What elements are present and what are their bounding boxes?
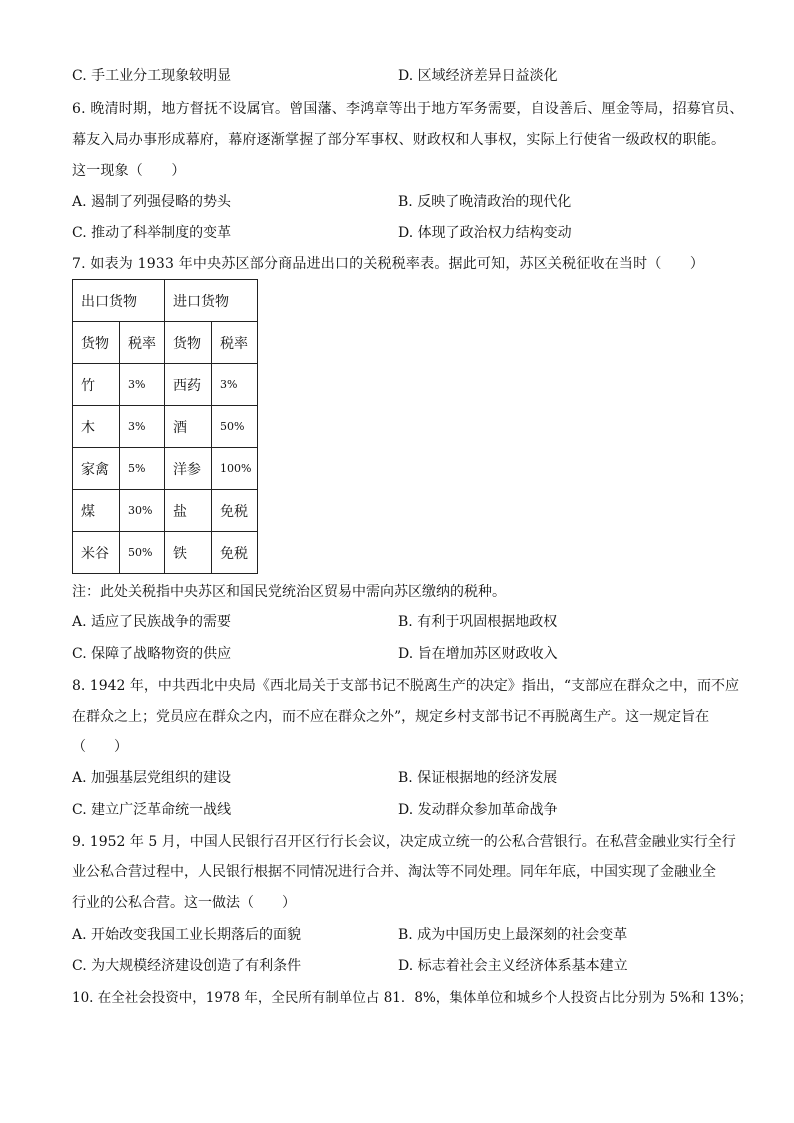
export-rate-cell: 3% — [120, 406, 165, 448]
q9-option-c[interactable]: C. 为大规模经济建设创造了有利条件 — [72, 958, 302, 974]
q5-options-cd — [72, 66, 732, 86]
import-rate-cell: 3% — [212, 364, 258, 406]
import-rate-cell: 免税 — [212, 532, 258, 574]
q6-option-c[interactable]: C. 推动了科举制度的变革 — [72, 225, 232, 241]
q6-option-d[interactable]: D. 体现了政治权力结构变动 — [398, 225, 572, 241]
q9-options-cd — [72, 956, 732, 976]
import-goods-cell: 洋参 — [165, 448, 212, 490]
export-rate-cell: 3% — [120, 364, 165, 406]
q9-stem-line-1: 9. 1952 年 5 月，中国人民银行召开区行行长会议，决定成立统一的公私合营银行。在私营金融业实行全行 — [72, 834, 736, 850]
import-goods-cell: 酒 — [165, 406, 212, 448]
q8-stem-line-2: 在群众之上；党员应在群众之内，而不应在群众之外”，规定乡村支部书记不再脱离生产。这一规定旨在 — [72, 709, 710, 725]
q7-option-c[interactable]: C. 保障了战略物资的供应 — [72, 646, 232, 662]
export-rate-cell: 5% — [120, 448, 165, 490]
q7-stem: 7. 如表为 1933 年中央苏区部分商品进出口的关税税率表。据此可知，苏区关税征收在当时（ ） — [72, 256, 705, 272]
col-header-rate: 税率 — [212, 322, 258, 364]
q5-option-c[interactable]: C. 手工业分工现象较明显 — [72, 68, 232, 84]
export-goods-cell: 木 — [73, 406, 120, 448]
import-goods-cell: 铁 — [165, 532, 212, 574]
q9-option-d[interactable]: D. 标志着社会主义经济体系基本建立 — [398, 958, 628, 974]
q8-option-b[interactable]: B. 保证根据地的经济发展 — [398, 770, 558, 786]
q9-stem-line-2: 业公私合营过程中，人民银行根据不同情况进行合并、淘汰等不同处理。同年年底，中国实现了金融业全 — [72, 864, 716, 880]
table-subheader-row — [73, 322, 258, 364]
export-goods-cell: 竹 — [73, 364, 120, 406]
q10-stem-line-1: 10. 在全社会投资中，1978 年，全民所有制单位占 81．8%，集体单位和城乡个人投资占比分别为 5%和 13%； — [72, 990, 753, 1006]
col-header-goods: 货物 — [73, 322, 120, 364]
q8-option-d[interactable]: D. 发动群众参加革命战争 — [398, 802, 558, 818]
table-row — [73, 364, 258, 406]
q8-stem-line-1: 8. 1942 年，中共西北中央局《西北局关于支部书记不脱离生产的决定》指出，“支部应在群众之中，而不应 — [72, 678, 740, 694]
export-rate-cell: 30% — [120, 490, 165, 532]
q5-option-d[interactable]: D. 区域经济差异日益淡化 — [398, 68, 558, 84]
import-rate-cell: 100% — [212, 448, 258, 490]
col-header-goods: 货物 — [165, 322, 212, 364]
q8-options-ab — [72, 768, 732, 788]
q6-stem-line-1: 6. 晚清时期，地方督抚不设属官。曾国藩、李鸿章等出于地方军务需要，自设善后、厘金等局，招募官员、 — [72, 101, 744, 117]
col-header-rate: 税率 — [120, 322, 165, 364]
import-rate-cell: 50% — [212, 406, 258, 448]
table-row — [73, 448, 258, 490]
q8-option-a[interactable]: A. 加强基层党组织的建设 — [72, 770, 232, 786]
import-rate-cell: 免税 — [212, 490, 258, 532]
export-goods-cell: 家禽 — [73, 448, 120, 490]
table-row — [73, 490, 258, 532]
q6-option-a[interactable]: A. 遏制了列强侵略的势头 — [72, 194, 232, 210]
q7-table-note: 注：此处关税指中央苏区和国民党统治区贸易中需向苏区缴纳的税种。 — [72, 584, 506, 600]
q6-stem-line-3: 这一现象（ ） — [72, 163, 186, 179]
q9-option-b[interactable]: B. 成为中国历史上最深刻的社会变革 — [398, 927, 628, 943]
import-goods-cell: 西药 — [165, 364, 212, 406]
table-row — [73, 406, 258, 448]
q7-options-cd — [72, 644, 732, 664]
q6-stem-line-2: 幕友入局办事形成幕府，幕府逐渐掌握了部分军事权、财政权和人事权，实际上行使省一级政权的职能。 — [72, 132, 726, 148]
q6-options-ab — [72, 192, 732, 212]
q7-option-a[interactable]: A. 适应了民族战争的需要 — [72, 614, 232, 630]
q9-options-ab — [72, 925, 732, 945]
q8-options-cd — [72, 800, 732, 820]
q7-option-b[interactable]: B. 有利于巩固根据地政权 — [398, 614, 558, 630]
export-rate-cell: 50% — [120, 532, 165, 574]
tariff-table — [72, 279, 258, 574]
q6-options-cd — [72, 223, 732, 243]
export-goods-cell: 米谷 — [73, 532, 120, 574]
import-goods-cell: 盐 — [165, 490, 212, 532]
q7-option-d[interactable]: D. 旨在增加苏区财政收入 — [398, 646, 558, 662]
q9-stem-line-3: 行业的公私合营。这一做法（ ） — [72, 895, 296, 911]
import-goods-header: 进口货物 — [165, 280, 258, 322]
table-row — [73, 532, 258, 574]
export-goods-cell: 煤 — [73, 490, 120, 532]
q6-option-b[interactable]: B. 反映了晚清政治的现代化 — [398, 194, 572, 210]
q9-option-a[interactable]: A. 开始改变我国工业长期落后的面貌 — [72, 927, 302, 943]
q7-options-ab — [72, 612, 732, 632]
q8-option-c[interactable]: C. 建立广泛革命统一战线 — [72, 802, 232, 818]
q8-stem-line-3: （ ） — [72, 739, 128, 755]
export-goods-header: 出口货物 — [73, 280, 165, 322]
table-header-row — [73, 280, 258, 322]
